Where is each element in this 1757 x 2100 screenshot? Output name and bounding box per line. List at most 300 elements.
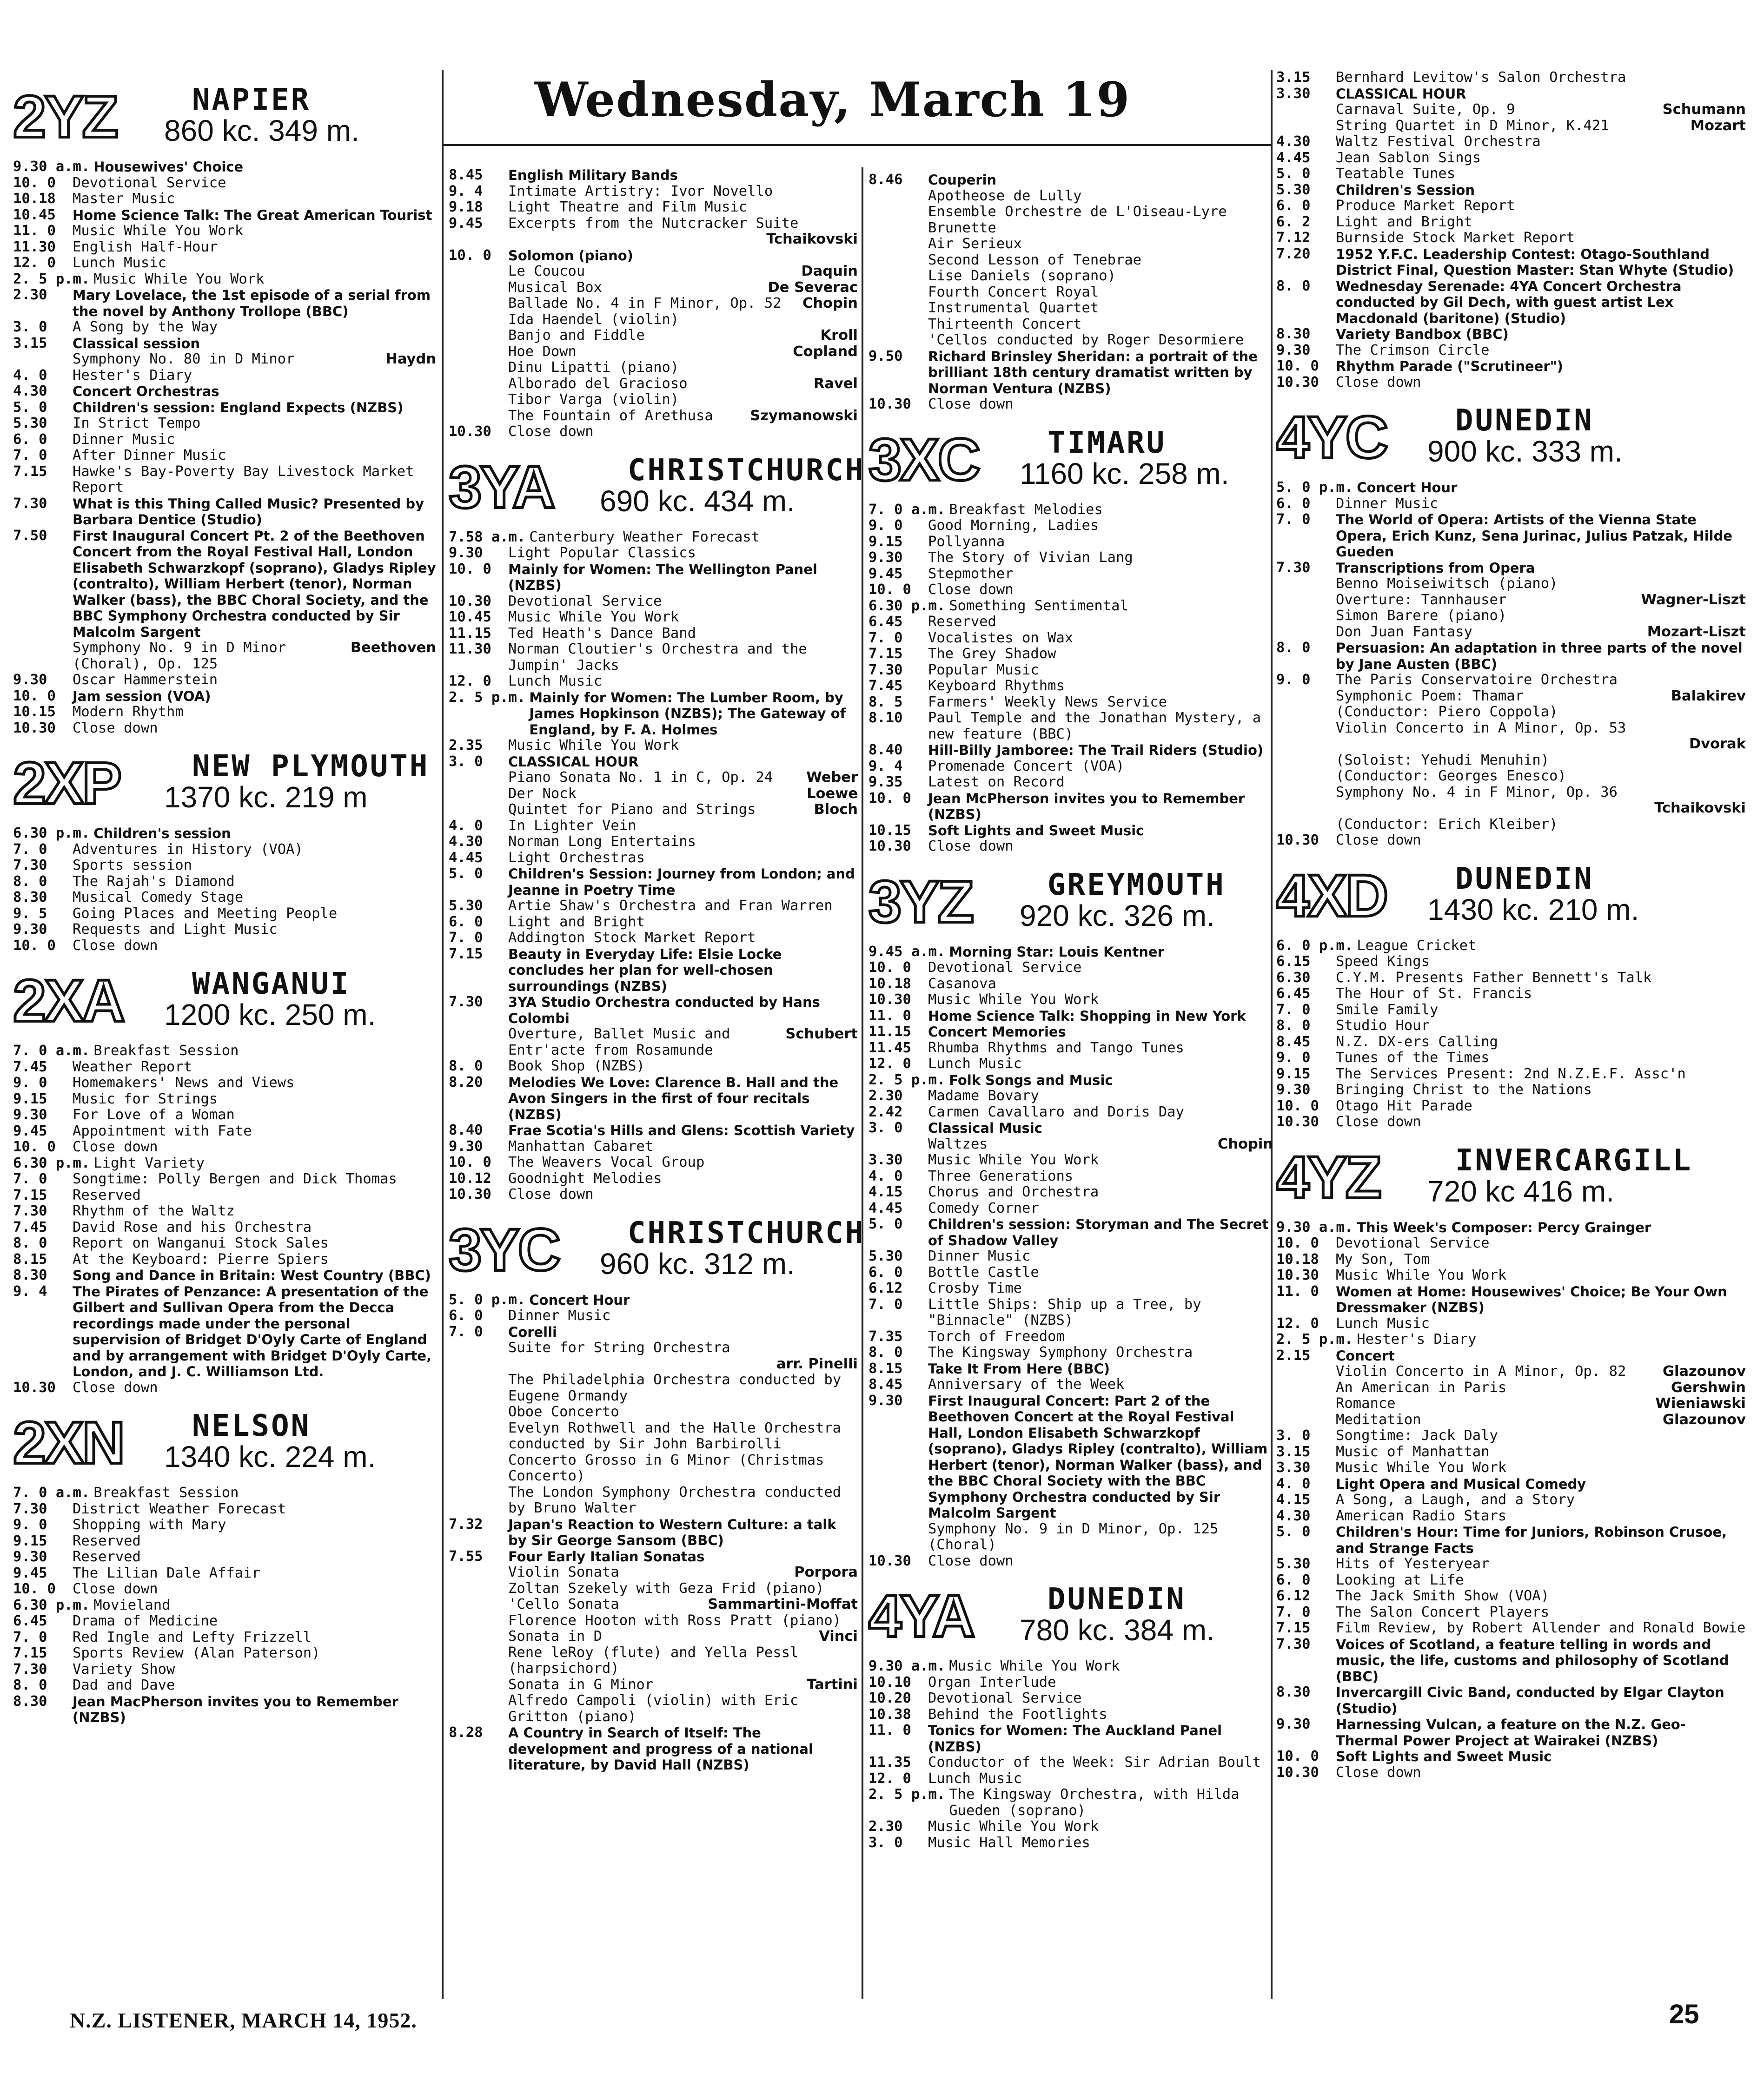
programme-time: 8.15 — [13, 1251, 47, 1268]
composer: Vinci — [819, 1628, 858, 1644]
composer: Balakirev — [1671, 687, 1746, 704]
programme-time: 9. 4 — [869, 758, 903, 774]
programme-entry — [449, 1308, 858, 1324]
programme-title: Light Variety — [93, 1155, 205, 1171]
programme-time: 6.30 p.m. — [869, 597, 946, 614]
programme-time: 10.30 — [449, 1186, 491, 1202]
programme-time: 12. 0 — [869, 1056, 911, 1072]
programme-detail — [869, 252, 1273, 269]
programme-entry — [1276, 1588, 1746, 1605]
programme-time: 8. 0 — [449, 1058, 483, 1074]
programme-title: Lunch Music — [1336, 1315, 1430, 1332]
detail-text: Violin Concerto in A Minor, Op. 82 — [1336, 1363, 1626, 1380]
programme-title: Home Science Talk: The Great American Tourist — [73, 207, 432, 223]
programme-entry — [1276, 1098, 1746, 1115]
programme-detail — [869, 220, 1273, 237]
programme-time: 7. 0 a.m. — [13, 1485, 90, 1501]
programme-entry — [13, 271, 436, 288]
programme-time: 8. 0 — [13, 873, 47, 890]
programme-time: 8.46 — [869, 172, 903, 188]
programme-time: 9. 0 — [13, 1517, 47, 1533]
station-header — [13, 83, 436, 148]
programme-title: English Military Bands — [508, 167, 678, 183]
station-cont2 — [449, 167, 858, 440]
programme-entry — [449, 674, 858, 690]
programme-entry — [449, 850, 858, 866]
programme-time: 3. 0 — [1276, 1427, 1311, 1444]
programme-title: Light Popular Classics — [508, 545, 696, 561]
programme-detail — [869, 188, 1273, 205]
detail-text: Sonata in G Minor — [508, 1676, 654, 1693]
detail-text: Symphonic Poem: Thamar — [1336, 687, 1524, 704]
programme-title: Couperin — [928, 172, 997, 188]
programme-title: Close down — [73, 1379, 158, 1396]
programme-time: 10. 0 — [1276, 1235, 1319, 1251]
programme-time: 7.30 — [13, 857, 47, 873]
programme-time: 6. 2 — [1276, 213, 1311, 230]
detail-text: Waltzes — [928, 1136, 988, 1152]
programme-entry — [13, 672, 436, 688]
programme-time: 10.45 — [13, 206, 56, 223]
programme-detail — [449, 392, 858, 408]
programme-title: Canterbury Weather Forecast — [529, 528, 760, 545]
programme-title: Music While You Work — [928, 1152, 1099, 1168]
programme-time: 11.35 — [869, 1754, 911, 1770]
programme-title: Close down — [928, 581, 1014, 598]
programme-title: Frae Scotia's Hills and Glens: Scottish Variety — [508, 1123, 855, 1138]
programme-title: Appointment with Fate — [73, 1123, 252, 1139]
programme-entry — [1276, 1444, 1746, 1460]
programme-time: 10. 0 — [449, 561, 491, 577]
programme-title: The Grey Shadow — [928, 646, 1056, 662]
programme-title: Home Science Talk: Shopping in New York — [928, 1008, 1246, 1024]
programme-title: The Pirates of Penzance: A presentation of the Gilbert and Sullivan Opera from the Decca recordings made under the personal supervision of Bridget D'Oyly Carte of England and by arrangement with Bridget D'Oyly Carte, London, and J. C. Williamson Ltd. — [73, 1283, 432, 1380]
programme-entry — [13, 400, 436, 416]
programme-time: 6. 0 — [449, 913, 483, 930]
programme-entry — [869, 1835, 1273, 1851]
programme-time: 9.15 — [13, 1532, 47, 1549]
programme-entry — [449, 561, 858, 594]
detail-text: The Fountain of Arethusa — [508, 407, 713, 424]
programme-title: Lunch Music — [928, 1056, 1022, 1072]
programme-detail — [449, 1453, 858, 1485]
programme-title: Children's Session — [1336, 182, 1475, 198]
programme-title: Bernhard Levitow's Salon Orchestra — [1336, 69, 1626, 86]
programme-time: 9.35 — [869, 774, 903, 790]
programme-time: 2.30 — [869, 1818, 903, 1835]
programme-title: Weather Report — [73, 1058, 192, 1075]
programme-title: Japan's Reaction to Western Culture: a talk by Sir George Sansom (BBC) — [508, 1516, 836, 1548]
programme-entry — [1276, 343, 1746, 359]
programme-title: Addington Stock Market Report — [508, 930, 756, 946]
column-rule — [442, 70, 444, 1999]
programme-title: Dinner Music — [508, 1308, 611, 1324]
programme-time: 9.15 — [869, 533, 903, 550]
programme-title: First Inaugural Concert: Part 2 of the Beethoven Concert at the Royal Festival Hall, London Elisabeth Schwarzkopf (soprano), Gladys Ripley (contralto), William Herbert (tenor), Norman Walker (bass), and the BBC Choral Society with the BBC Symphony Orchestra conducted by Sir Malcolm Sargent — [928, 1393, 1268, 1521]
programme-entry — [869, 791, 1273, 823]
detail-text: Piano Sonata No. 1 in C, Op. 24 — [508, 769, 773, 786]
programme-title: A Song by the Way — [73, 319, 218, 335]
programme-entry — [13, 1662, 436, 1678]
programme-title: Concert Hour — [1357, 480, 1458, 495]
programme-time: 9. 0 — [869, 517, 903, 534]
page-number: 25 — [1669, 1999, 1699, 2029]
composer: Daquin — [801, 263, 858, 279]
programme-detail — [449, 1356, 858, 1373]
programme-detail — [869, 204, 1273, 220]
programme-entry — [449, 184, 858, 200]
programme-time: 9.30 — [869, 549, 903, 566]
programme-entry — [869, 349, 1273, 397]
programme-detail — [869, 332, 1273, 349]
programme-entry — [13, 890, 436, 906]
programme-time: 9.30 a.m. — [1276, 1219, 1353, 1235]
detail-text: Le Coucou — [508, 263, 585, 279]
detail-text: (Conductor: Georges Enesco) — [1336, 768, 1566, 784]
programme-entry — [13, 1694, 436, 1726]
detail-text: 'Cello Sonata — [508, 1596, 619, 1612]
programme-title: Red Ingle and Lefty Frizzell — [73, 1629, 312, 1645]
composer: Tchaikovski — [1654, 800, 1746, 816]
programme-title: The Salon Concert Players — [1336, 1604, 1550, 1620]
programme-detail — [869, 1521, 1273, 1553]
programme-detail — [449, 1026, 858, 1058]
programme-title: Teatable Tunes — [1336, 165, 1456, 182]
programme-title: Paul Temple and the Jonathan Mystery, a new feature (BBC) — [928, 710, 1261, 742]
programme-time: 4. 0 — [869, 1168, 903, 1184]
detail-text: Der Nock — [508, 785, 577, 802]
programme-time: 7.30 — [13, 1203, 47, 1219]
programme-entry — [869, 1393, 1273, 1521]
station-3yc — [449, 1215, 865, 1773]
programme-time: 8.30 — [1276, 1684, 1311, 1700]
programme-entry — [1276, 1637, 1746, 1685]
programme-entry — [449, 946, 858, 995]
programme-time: 10.30 — [1276, 374, 1319, 390]
programme-time: 2.30 — [869, 1088, 903, 1104]
programme-time: 9.45 — [13, 1123, 47, 1139]
programme-title: Hill-Billy Jamboree: The Trail Riders (Studio) — [928, 742, 1264, 758]
programme-entry — [869, 396, 1273, 413]
programme-detail — [13, 351, 436, 368]
programme-entry — [13, 1645, 436, 1662]
programme-time: 10.10 — [869, 1674, 911, 1691]
programme-time: 7.45 — [13, 1058, 47, 1075]
programme-title: Devotional Service — [73, 174, 226, 191]
programme-title: Speed Kings — [1336, 953, 1430, 970]
programme-time: 11. 0 — [1276, 1283, 1319, 1300]
programme-detail — [1276, 753, 1746, 769]
programme-time: 7.15 — [13, 1645, 47, 1661]
programme-title: Smile Family — [1336, 1001, 1439, 1018]
programme-time: 7. 0 — [13, 447, 47, 463]
programme-title: Light Theatre and Film Music — [508, 199, 748, 215]
programme-time: 10. 0 — [869, 790, 911, 806]
programme-time: 8.30 — [13, 1267, 47, 1283]
programme-entry — [449, 1725, 858, 1773]
programme-title: Music While You Work — [1336, 1459, 1507, 1476]
programme-entry — [449, 866, 858, 898]
programme-entry — [869, 1675, 1273, 1691]
programme-time: 5. 0 — [13, 399, 47, 416]
programme-time: 5.30 — [13, 415, 47, 431]
programme-entry — [1276, 1050, 1746, 1066]
programme-entry — [449, 1075, 858, 1123]
programme-entry — [869, 1707, 1273, 1723]
programme-title: Carmen Cavallaro and Doris Day — [928, 1103, 1184, 1120]
programme-title: Children's Hour: Time for Juniors, Robinson Crusoe, and Strange Facts — [1336, 1524, 1727, 1556]
programme-entry — [1276, 375, 1746, 391]
station-frequency: 1160 kc. 258 m. — [1020, 456, 1229, 490]
programme-entry — [13, 319, 436, 336]
composer: Chopin — [802, 295, 858, 311]
programme-entry — [1276, 1316, 1746, 1332]
programme-title: Sports Review (Alan Paterson) — [73, 1645, 320, 1661]
programme-time: 10.30 — [1276, 832, 1319, 848]
column-3 — [869, 172, 1273, 1851]
callsign-logo: 4XD — [1276, 862, 1386, 929]
station-name: DUNEDIN — [1455, 861, 1594, 896]
programme-entry — [1276, 1034, 1746, 1050]
detail-text: String Quartet in D Minor, K.421 — [1336, 117, 1609, 134]
station-4yc — [1276, 403, 1746, 849]
programme-entry — [13, 287, 436, 319]
programme-time: 6. 0 — [869, 1264, 903, 1281]
programme-title: The Hour of St. Francis — [1336, 985, 1532, 1002]
programme-entry — [13, 1171, 436, 1188]
programme-time: 12. 0 — [449, 673, 491, 689]
programme-title: Chorus and Orchestra — [928, 1184, 1099, 1200]
programme-time: 4.15 — [1276, 1492, 1311, 1508]
programme-detail — [869, 268, 1273, 284]
programme-title: Melodies We Love: Clarence B. Hall and the Avon Singers in the first of four recitals (NZBS) — [508, 1074, 839, 1123]
programme-time: 12. 0 — [869, 1770, 911, 1787]
programme-entry — [1276, 1220, 1746, 1236]
programme-time: 6.12 — [1276, 1588, 1311, 1604]
programme-title: Classical session — [73, 335, 200, 351]
programme-title: Rhumba Rhythms and Tango Tunes — [928, 1039, 1184, 1056]
programme-title: Music While You Work — [508, 737, 679, 753]
detail-text: (Conductor: Erich Kleiber) — [1336, 816, 1558, 832]
programme-title: Something Sentimental — [949, 597, 1128, 614]
programme-entry — [1276, 86, 1746, 102]
programme-time: 5.30 — [1276, 1556, 1311, 1572]
programme-title: Mary Lovelace, the 1st episode of a serial from the novel by Anthony Trollope (BBC) — [73, 287, 431, 319]
programme-time: 7. 0 — [1276, 1001, 1311, 1018]
programme-entry — [13, 1581, 436, 1598]
programme-entry — [1276, 1268, 1746, 1284]
programme-title: Hester's Diary — [1357, 1331, 1477, 1347]
programme-entry — [1276, 1508, 1746, 1525]
page-title: Wednesday, March 19 — [535, 72, 1131, 128]
programme-time: 7.15 — [449, 945, 483, 962]
programme-time: 6.30 — [1276, 969, 1311, 986]
detail-text: The Philadelphia Orchestra conducted by Eugene Ormandy — [508, 1372, 842, 1404]
programme-title: Bottle Castle — [928, 1264, 1039, 1281]
programme-title: For Love of a Woman — [73, 1107, 235, 1123]
detail-text: (Soloist: Yehudi Menuhin) — [1336, 752, 1550, 768]
detail-text: Alfredo Campoli (violin) with Eric Gritton (piano) — [508, 1692, 799, 1725]
programme-entry — [13, 159, 436, 175]
programme-time: 2.30 — [13, 287, 47, 303]
programme-detail — [1276, 1412, 1746, 1428]
programme-entry — [13, 1043, 436, 1059]
programme-entry — [1276, 70, 1746, 86]
programme-time: 12. 0 — [13, 255, 56, 271]
programme-time: 10.30 — [1276, 1764, 1319, 1781]
programme-entry — [869, 646, 1273, 662]
programme-title: Light and Bright — [1336, 213, 1472, 230]
programme-entry — [869, 1345, 1273, 1361]
programme-time: 7. 0 — [449, 930, 483, 946]
programme-detail — [1276, 1364, 1746, 1380]
programme-entry — [449, 641, 858, 674]
programme-detail — [449, 1613, 858, 1629]
programme-title: Tonics for Women: The Auckland Panel (NZBS) — [928, 1723, 1222, 1755]
programme-entry — [869, 1201, 1273, 1217]
programme-entry — [869, 1297, 1273, 1329]
programme-title: Hester's Diary — [73, 367, 192, 383]
programme-time: 8.10 — [869, 710, 903, 726]
programme-time: 7.20 — [1276, 245, 1311, 262]
programme-time: 7.30 — [13, 1661, 47, 1677]
programme-title: The World of Opera: Artists of the Vienna State Opera, Erich Kunz, Sena Jurinac, Julius Patzak, Hilde Gueden — [1336, 512, 1733, 560]
programme-detail — [449, 344, 858, 360]
programme-time: 2. 5 p.m. — [1276, 1331, 1353, 1347]
programme-time: 7.30 — [13, 495, 47, 512]
programme-title: Devotional Service — [1336, 1235, 1490, 1251]
programme-title: Intimate Artistry: Ivor Novello — [508, 183, 773, 199]
programme-time: 7. 0 — [13, 1629, 47, 1645]
programme-title: Little Ships: Ship up a Tree, by "Binnacle" (NZBS) — [928, 1296, 1201, 1328]
station-name: DUNEDIN — [1048, 1582, 1186, 1617]
station-header — [869, 1582, 1273, 1650]
composer: Haydn — [385, 351, 436, 367]
programme-title: Light and Bright — [508, 913, 645, 930]
detail-text: Sonata in D — [508, 1628, 602, 1644]
programme-detail — [1276, 1396, 1746, 1412]
programme-title: Master Music — [73, 191, 175, 207]
programme-entry — [869, 1755, 1273, 1771]
programme-time: 10. 0 — [1276, 358, 1319, 374]
programme-entry — [13, 938, 436, 954]
programme-entry — [1276, 1002, 1746, 1018]
programme-title: Devotional Service — [928, 959, 1082, 976]
programme-time: 9. 5 — [13, 905, 47, 922]
programme-time: 10. 0 — [13, 174, 56, 191]
programme-detail — [449, 296, 858, 312]
programme-time: 10.30 — [1276, 1267, 1319, 1283]
programme-title: Rhythm Parade ("Scrutineer") — [1336, 358, 1563, 374]
programme-entry — [449, 754, 858, 770]
programme-title: Light Orchestras — [508, 849, 645, 866]
composer: Beethoven — [350, 640, 436, 656]
programme-time: 9.15 — [1276, 1065, 1311, 1082]
programme-title: League Cricket — [1357, 937, 1477, 954]
programme-entry — [869, 976, 1273, 992]
programme-title: Transcriptions from Opera — [1336, 560, 1535, 576]
detail-text: Florence Hooton with Ross Pratt (piano) — [508, 1612, 842, 1629]
programme-time: 3. 0 — [869, 1834, 903, 1851]
programme-entry — [13, 1091, 436, 1108]
programme-title: Shopping with Mary — [73, 1517, 226, 1533]
programme-entry — [1276, 182, 1746, 198]
programme-time: 3. 0 — [13, 319, 47, 335]
programme-entry — [869, 534, 1273, 550]
programme-title: Madame Bovary — [928, 1088, 1039, 1104]
programme-title: Book Shop (NZBS) — [508, 1058, 645, 1074]
programme-time: 7.30 — [1276, 559, 1311, 576]
programme-title: My Son, Tom — [1336, 1251, 1430, 1268]
programme-time: 6.15 — [1276, 953, 1311, 970]
station-header — [13, 749, 436, 817]
programme-entry — [13, 1613, 436, 1630]
programme-title: Ted Heath's Dance Band — [508, 625, 696, 641]
programme-detail — [1276, 736, 1746, 753]
programme-time: 7.50 — [13, 527, 47, 544]
programme-time: 10.30 — [13, 1379, 56, 1396]
programme-time: 9.30 — [13, 672, 47, 688]
programme-detail — [449, 1645, 858, 1677]
programme-entry — [449, 529, 858, 546]
programme-title: Oscar Hammerstein — [73, 672, 218, 688]
programme-time: 5. 0 — [449, 865, 483, 882]
programme-title: Song and Dance in Britain: West Country (BBC) — [73, 1268, 431, 1283]
programme-time: 11. 0 — [869, 1007, 911, 1024]
programme-time: 8. 0 — [13, 1677, 47, 1693]
programme-time: 7. 0 — [869, 1296, 903, 1313]
programme-entry — [1276, 246, 1746, 278]
composer: Mozart-Liszt — [1647, 623, 1746, 640]
programme-title: Manhattan Cabaret — [508, 1138, 654, 1155]
callsign-logo: 3YA — [449, 454, 554, 521]
programme-entry — [1276, 198, 1746, 214]
programme-title: Variety Show — [73, 1661, 175, 1677]
programme-entry — [1276, 1252, 1746, 1268]
programme-entry — [13, 1188, 436, 1204]
programme-entry — [1276, 672, 1746, 688]
programme-title: Wednesday Serenade: 4YA Concert Orchestra conducted by Gil Dech, with guest artist Lex Macdonald (baritone) (Studio) — [1336, 278, 1682, 326]
programme-entry — [13, 1501, 436, 1518]
detail-text: Suite for String Orchestra — [508, 1340, 730, 1356]
programme-time: 11.30 — [449, 641, 491, 657]
composer: Mozart — [1690, 117, 1746, 134]
programme-detail — [449, 770, 858, 786]
programme-detail — [449, 802, 858, 818]
programme-time: 2.15 — [1276, 1347, 1311, 1364]
programme-time: 8.45 — [1276, 1033, 1311, 1050]
programme-title: Reserved — [73, 1532, 141, 1549]
programme-entry — [449, 1058, 858, 1075]
detail-text: Quintet for Piano and Strings — [508, 801, 756, 818]
programme-time: 10. 0 — [449, 1154, 491, 1170]
programme-time: 6. 0 — [1276, 198, 1311, 214]
programme-title: Music of Manhattan — [1336, 1443, 1490, 1460]
programme-time: 7. 0 a.m. — [13, 1043, 90, 1059]
programme-entry — [449, 1171, 858, 1187]
programme-entry — [13, 1075, 436, 1091]
programme-entry — [1276, 1749, 1746, 1765]
programme-entry — [1276, 1018, 1746, 1034]
composer: Schubert — [785, 1026, 858, 1042]
programme-entry — [13, 191, 436, 207]
programme-time: 4.15 — [869, 1184, 903, 1200]
programme-entry — [449, 914, 858, 931]
station-frequency: 960 kc. 312 m. — [600, 1247, 795, 1281]
programme-entry — [1276, 954, 1746, 970]
programme-time: 8.45 — [869, 1376, 903, 1393]
detail-text: Tibor Varga (violin) — [508, 391, 679, 408]
